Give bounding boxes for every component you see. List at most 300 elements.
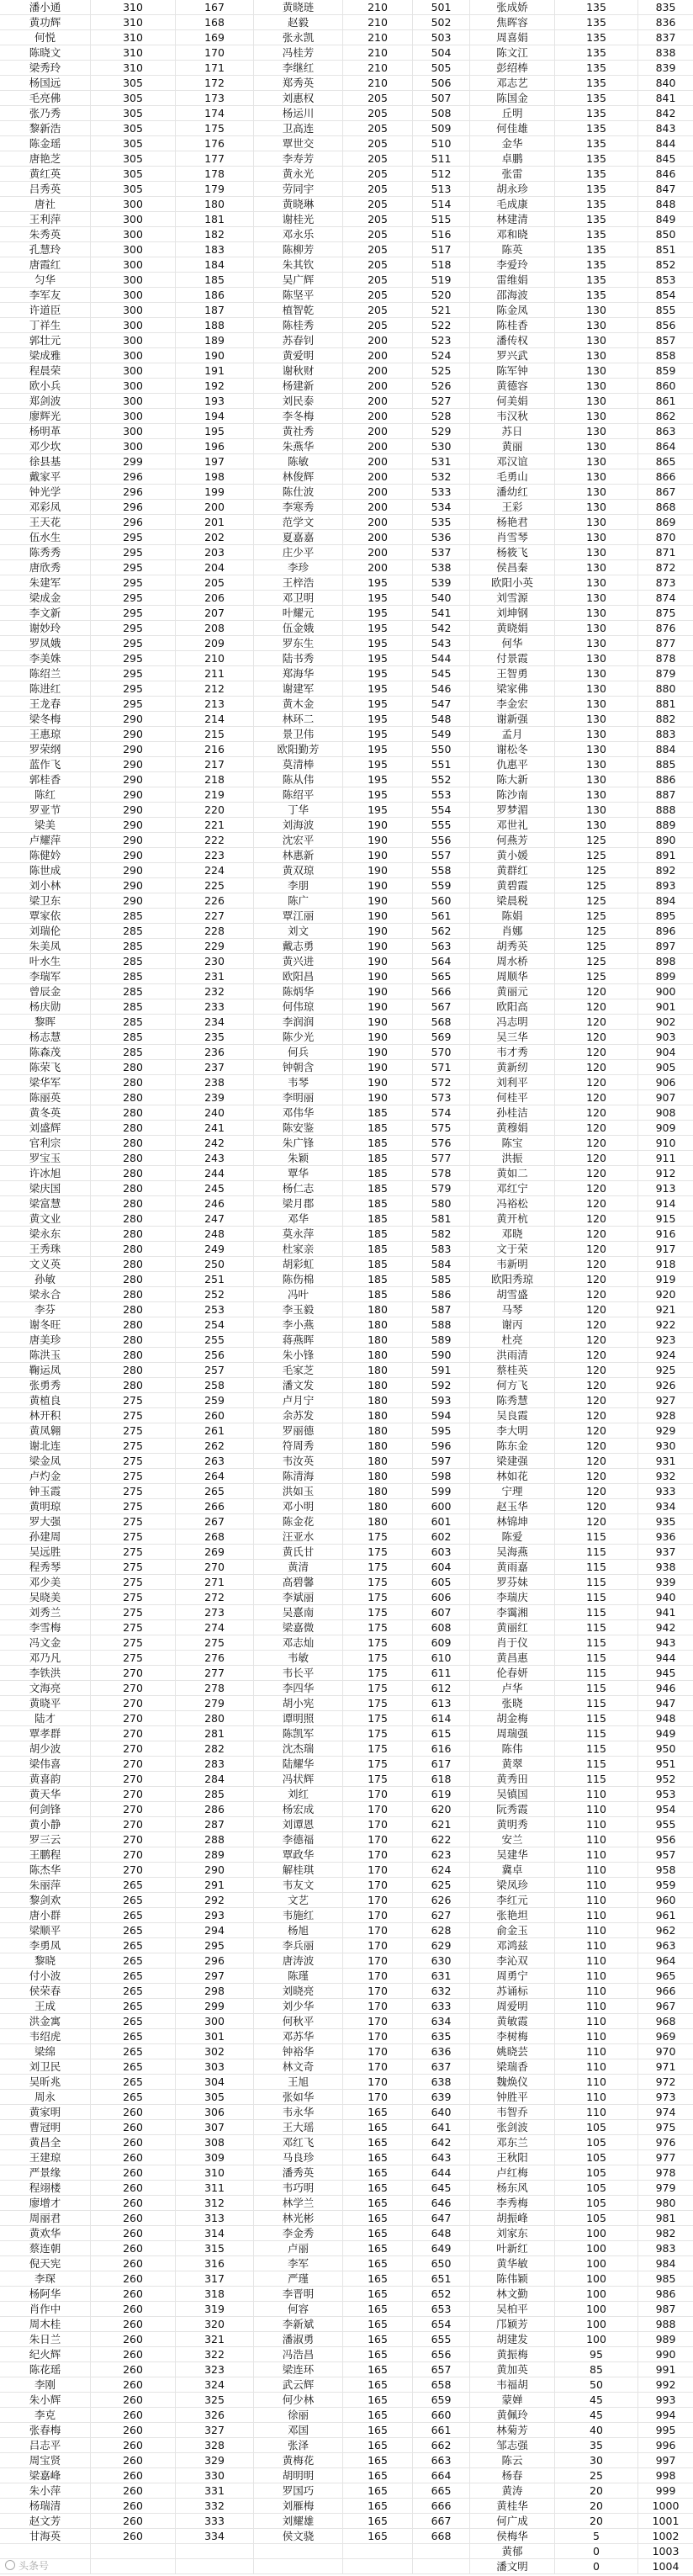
group-2-name-cell: 胡小宪 (254, 1696, 343, 1711)
group-3-name-cell: 邓和晓 (470, 227, 555, 242)
group-2-name-cell: 张永凯 (254, 30, 343, 45)
group-1-name-cell: 吴晓美 (0, 1590, 91, 1605)
group-1-name-cell: 李美姝 (0, 651, 91, 666)
group-3-rank-cell: 909 (638, 1121, 693, 1136)
group-2-rank-cell: 545 (413, 666, 470, 681)
group-1-rank-cell: 278 (176, 1681, 254, 1696)
group-2-score-cell: 200 (343, 348, 413, 363)
group-3-rank-cell: 951 (638, 1757, 693, 1772)
table-row (0, 1333, 693, 1348)
group-2-score-cell: 200 (343, 454, 413, 469)
group-3-score-cell: 110 (555, 2029, 638, 2044)
group-2-rank-cell: 662 (413, 2438, 470, 2453)
group-3-score-cell: 135 (555, 106, 638, 121)
group-1-name-cell: 黄欢华 (0, 2226, 91, 2241)
group-1-name-cell: 林开积 (0, 1408, 91, 1423)
group-3-name-cell: 刘利平 (470, 1075, 555, 1090)
group-2-name-cell: 邓苏华 (254, 2029, 343, 2044)
group-2-name-cell: 黄永光 (254, 167, 343, 182)
table-row (0, 2014, 693, 2029)
group-1-score-cell: 280 (91, 1105, 176, 1121)
group-2-score-cell: 170 (343, 2014, 413, 2029)
group-1-score-cell: 265 (91, 2014, 176, 2029)
group-1-rank-cell: 227 (176, 909, 254, 924)
group-2-name-cell: 李兵丽 (254, 1938, 343, 1953)
group-1-score-cell: 275 (91, 1423, 176, 1439)
group-1-name-cell: 付小波 (0, 1969, 91, 1984)
group-2-name-cell: 邓卫明 (254, 591, 343, 606)
group-3-rank-cell: 870 (638, 530, 693, 545)
group-2-score-cell: 190 (343, 848, 413, 863)
group-2-score-cell: 185 (343, 1166, 413, 1181)
group-3-rank-cell: 844 (638, 136, 693, 151)
group-3-rank-cell: 896 (638, 924, 693, 939)
group-2-rank-cell: 502 (413, 15, 470, 30)
group-2-name-cell: 杜家亲 (254, 1242, 343, 1257)
group-1-name-cell: 刘卫民 (0, 2059, 91, 2075)
group-1-score-cell: 275 (91, 1393, 176, 1408)
group-2-name-cell: 王旭 (254, 2075, 343, 2090)
group-2-name-cell: 景卫伟 (254, 727, 343, 742)
group-1-score-cell: 290 (91, 727, 176, 742)
group-2-rank-cell: 534 (413, 500, 470, 515)
group-1-score-cell: 260 (91, 2165, 176, 2181)
group-1-name-cell: 梁伟喜 (0, 1757, 91, 1772)
group-3-score-cell: 120 (555, 1484, 638, 1499)
group-3-rank-cell: 998 (638, 2468, 693, 2483)
group-1-rank-cell: 224 (176, 863, 254, 878)
group-3-name-cell: 杜亮 (470, 1333, 555, 1348)
group-3-name-cell: 邵海波 (470, 288, 555, 303)
group-2-name-cell: 陈仕波 (254, 485, 343, 500)
group-2-score-cell: 195 (343, 621, 413, 636)
group-1-name-cell: 郭壮元 (0, 333, 91, 348)
group-3-name-cell: 王秋阳 (470, 2150, 555, 2165)
group-1-name-cell: 黎剑欢 (0, 1893, 91, 1908)
group-1-name-cell: 陆才 (0, 1711, 91, 1726)
group-2-score-cell: 165 (343, 2377, 413, 2393)
group-1-score-cell: 260 (91, 2423, 176, 2438)
group-1-score-cell: 260 (91, 2483, 176, 2499)
group-1-name-cell: 蔡连朝 (0, 2241, 91, 2256)
group-3-rank-cell: 956 (638, 1832, 693, 1847)
group-3-name-cell: 罗芬妹 (470, 1575, 555, 1590)
group-2-rank-cell: 611 (413, 1666, 470, 1681)
group-2-rank-cell: 627 (413, 1908, 470, 1923)
group-2-score-cell: 175 (343, 1681, 413, 1696)
table-row (0, 182, 693, 197)
group-2-name-cell: 卢月宁 (254, 1393, 343, 1408)
group-3-rank-cell: 979 (638, 2181, 693, 2196)
group-1-rank-cell: 206 (176, 591, 254, 606)
group-2-rank-cell: 536 (413, 530, 470, 545)
group-2-rank-cell: 543 (413, 636, 470, 651)
group-2-score-cell: 165 (343, 2226, 413, 2241)
table-row (0, 560, 693, 575)
group-2-score-cell: 180 (343, 1363, 413, 1378)
group-2-rank-cell: 518 (413, 257, 470, 273)
table-row (0, 1969, 693, 1984)
group-3-rank-cell: 925 (638, 1363, 693, 1378)
group-3-name-cell: 丘明 (470, 106, 555, 121)
group-1-score-cell: 260 (91, 2317, 176, 2332)
group-2-name-cell: 陈绍平 (254, 787, 343, 803)
group-2-score-cell: 205 (343, 227, 413, 242)
group-2-rank-cell: 625 (413, 1878, 470, 1893)
group-3-score-cell: 130 (555, 545, 638, 560)
group-3-rank-cell: 869 (638, 515, 693, 530)
group-3-name-cell: 罗兴武 (470, 348, 555, 363)
group-1-name-cell: 曾辰金 (0, 984, 91, 999)
group-2-name-cell: 叶耀元 (254, 606, 343, 621)
group-2-rank-cell: 612 (413, 1681, 470, 1696)
group-1-score-cell: 260 (91, 2196, 176, 2211)
group-2-score-cell: 210 (343, 15, 413, 30)
group-1-name-cell: 杨志慧 (0, 1030, 91, 1045)
group-3-score-cell: 125 (555, 939, 638, 954)
group-1-rank-cell: 300 (176, 2014, 254, 2029)
group-1-score-cell: 285 (91, 984, 176, 999)
group-2-score-cell: 190 (343, 893, 413, 909)
group-1-score-cell: 260 (91, 2468, 176, 2483)
group-1-score-cell: 280 (91, 1333, 176, 1348)
group-2-name-cell: 徐丽 (254, 2408, 343, 2423)
group-3-rank-cell: 962 (638, 1923, 693, 1938)
group-3-rank-cell: 893 (638, 878, 693, 893)
group-3-name-cell: 姚晓芸 (470, 2044, 555, 2059)
group-1-name-cell: 朱建军 (0, 575, 91, 591)
group-1-rank-cell: 211 (176, 666, 254, 681)
group-2-name-cell: 张泽 (254, 2438, 343, 2453)
group-3-name-cell: 林文勤 (470, 2287, 555, 2302)
group-1-rank-cell: 297 (176, 1969, 254, 1984)
group-2-score-cell: 205 (343, 182, 413, 197)
group-3-name-cell: 刘坤钢 (470, 606, 555, 621)
group-2-name-cell: 陈安鉴 (254, 1121, 343, 1136)
table-row (0, 212, 693, 227)
group-2-name-cell (254, 2544, 343, 2559)
group-2-score-cell: 195 (343, 651, 413, 666)
group-3-name-cell: 苏日 (470, 424, 555, 439)
group-2-name-cell: 邓志灿 (254, 1635, 343, 1651)
group-1-rank-cell: 268 (176, 1529, 254, 1545)
group-2-rank-cell: 634 (413, 2014, 470, 2029)
group-1-rank-cell: 228 (176, 924, 254, 939)
group-3-name-cell: 王智勇 (470, 666, 555, 681)
group-1-score-cell: 280 (91, 1136, 176, 1151)
group-2-rank-cell: 637 (413, 2059, 470, 2075)
group-1-score-cell: 305 (91, 121, 176, 136)
group-2-rank-cell: 541 (413, 606, 470, 621)
group-2-name-cell: 郑秀英 (254, 76, 343, 91)
group-2-name-cell: 李金秀 (254, 2226, 343, 2241)
group-2-rank-cell: 666 (413, 2499, 470, 2514)
group-1-name-cell: 李铁洪 (0, 1666, 91, 1681)
group-3-rank-cell: 946 (638, 1681, 693, 1696)
group-3-score-cell: 135 (555, 30, 638, 45)
group-3-rank-cell: 877 (638, 636, 693, 651)
group-2-rank-cell: 589 (413, 1333, 470, 1348)
group-2-score-cell: 200 (343, 394, 413, 409)
group-1-score-cell: 280 (91, 1348, 176, 1363)
group-1-name-cell: 何悦 (0, 30, 91, 45)
group-3-name-cell: 刘雪源 (470, 591, 555, 606)
group-1-rank-cell: 172 (176, 76, 254, 91)
table-row (0, 1348, 693, 1363)
group-1-name-cell: 杨国远 (0, 76, 91, 91)
group-3-score-cell: 115 (555, 1666, 638, 1681)
group-3-name-cell: 蒙婵 (470, 2393, 555, 2408)
group-3-rank-cell: 888 (638, 803, 693, 818)
group-1-score-cell: 290 (91, 833, 176, 848)
group-1-rank-cell: 252 (176, 1287, 254, 1302)
group-3-name-cell: 彭绍棒 (470, 61, 555, 76)
group-2-name-cell: 陈桂秀 (254, 318, 343, 333)
group-1-rank-cell: 194 (176, 409, 254, 424)
group-3-name-cell: 吴柏平 (470, 2302, 555, 2317)
group-2-rank-cell: 641 (413, 2120, 470, 2135)
group-3-rank-cell: 981 (638, 2211, 693, 2226)
group-3-rank-cell: 838 (638, 45, 693, 61)
group-3-name-cell: 陈爱 (470, 1529, 555, 1545)
group-3-score-cell: 110 (555, 1878, 638, 1893)
group-2-score-cell: 180 (343, 1454, 413, 1469)
table-row (0, 2211, 693, 2226)
group-1-score-cell (91, 2544, 176, 2559)
group-2-rank-cell: 528 (413, 409, 470, 424)
group-2-name-cell: 黄梅花 (254, 2453, 343, 2468)
group-1-score-cell: 260 (91, 2120, 176, 2135)
group-2-rank-cell: 552 (413, 772, 470, 787)
group-1-score-cell: 296 (91, 469, 176, 485)
group-1-rank-cell: 232 (176, 984, 254, 999)
group-2-name-cell: 黄木金 (254, 697, 343, 712)
group-2-rank-cell: 569 (413, 1030, 470, 1045)
group-1-rank-cell: 323 (176, 2362, 254, 2377)
group-2-rank-cell: 570 (413, 1045, 470, 1060)
group-3-name-cell: 邓晓 (470, 1227, 555, 1242)
group-3-score-cell: 135 (555, 167, 638, 182)
group-3-name-cell: 李大明 (470, 1423, 555, 1439)
group-1-name-cell: 罗凤娥 (0, 636, 91, 651)
group-2-rank-cell: 566 (413, 984, 470, 999)
group-1-score-cell: 310 (91, 45, 176, 61)
group-1-rank-cell: 314 (176, 2226, 254, 2241)
group-1-score-cell: 270 (91, 1832, 176, 1847)
group-3-rank-cell: 949 (638, 1726, 693, 1741)
group-1-name-cell: 卢灼金 (0, 1469, 91, 1484)
group-1-rank-cell: 313 (176, 2211, 254, 2226)
table-row (0, 2044, 693, 2059)
group-2-name-cell: 欧阳勤芳 (254, 742, 343, 757)
group-2-name-cell: 杨宏成 (254, 1802, 343, 1817)
group-3-score-cell: 130 (555, 697, 638, 712)
group-1-rank-cell: 317 (176, 2271, 254, 2287)
group-3-rank-cell: 886 (638, 772, 693, 787)
group-3-rank-cell: 947 (638, 1696, 693, 1711)
group-1-name-cell: 丁祥生 (0, 318, 91, 333)
group-2-rank-cell: 654 (413, 2317, 470, 2332)
group-2-score-cell: 175 (343, 1635, 413, 1651)
group-3-name-cell: 周爱明 (470, 1999, 555, 2014)
group-3-rank-cell: 952 (638, 1772, 693, 1787)
group-2-score-cell: 195 (343, 803, 413, 818)
group-3-score-cell: 120 (555, 1499, 638, 1514)
group-2-score-cell: 185 (343, 1227, 413, 1242)
group-1-name-cell: 孔慧玲 (0, 242, 91, 257)
group-2-name-cell: 黄清 (254, 1560, 343, 1575)
table-row (0, 999, 693, 1015)
group-2-score-cell: 200 (343, 515, 413, 530)
group-2-score-cell: 165 (343, 2317, 413, 2332)
table-row (0, 257, 693, 273)
group-3-name-cell: 李秀梅 (470, 2196, 555, 2211)
group-3-score-cell: 135 (555, 76, 638, 91)
group-3-rank-cell: 850 (638, 227, 693, 242)
group-3-name-cell: 毛勇山 (470, 469, 555, 485)
group-1-name-cell: 黄家明 (0, 2105, 91, 2120)
group-2-name-cell: 张如华 (254, 2090, 343, 2105)
group-1-rank-cell: 247 (176, 1211, 254, 1227)
group-1-score-cell: 300 (91, 394, 176, 409)
group-3-name-cell: 潘文明 (470, 2559, 555, 2574)
group-3-name-cell: 何华 (470, 636, 555, 651)
group-2-name-cell: 黄晓琳 (254, 197, 343, 212)
group-2-rank-cell: 622 (413, 1832, 470, 1847)
group-2-score-cell: 165 (343, 2408, 413, 2423)
group-3-name-cell: 潘传权 (470, 333, 555, 348)
table-row (0, 984, 693, 999)
group-2-score-cell: 210 (343, 45, 413, 61)
group-3-rank-cell: 835 (638, 0, 693, 15)
group-3-rank-cell: 975 (638, 2120, 693, 2135)
group-3-name-cell: 何广成 (470, 2514, 555, 2529)
group-3-name-cell: 何佳雄 (470, 121, 555, 136)
group-2-name-cell: 刘少华 (254, 1999, 343, 2014)
group-1-rank-cell: 213 (176, 697, 254, 712)
group-1-score-cell: 260 (91, 2181, 176, 2196)
group-3-name-cell: 伦春妍 (470, 1666, 555, 1681)
table-row (0, 1317, 693, 1333)
group-2-rank-cell: 613 (413, 1696, 470, 1711)
group-1-score-cell: 290 (91, 772, 176, 787)
group-1-score-cell: 275 (91, 1545, 176, 1560)
group-1-score-cell: 280 (91, 1181, 176, 1196)
group-3-score-cell: 135 (555, 227, 638, 242)
group-3-rank-cell: 874 (638, 591, 693, 606)
group-2-rank-cell: 629 (413, 1938, 470, 1953)
group-3-score-cell: 130 (555, 636, 638, 651)
table-row (0, 2499, 693, 2514)
group-2-name-cell: 高碧馨 (254, 1575, 343, 1590)
table-row (0, 575, 693, 591)
group-1-rank-cell: 328 (176, 2438, 254, 2453)
table-row (0, 106, 693, 121)
group-1-score-cell: 295 (91, 621, 176, 636)
group-2-score-cell: 175 (343, 1741, 413, 1757)
group-3-rank-cell: 935 (638, 1514, 693, 1529)
group-1-score-cell: 265 (91, 2059, 176, 2075)
group-3-score-cell: 130 (555, 651, 638, 666)
table-row (0, 2332, 693, 2347)
group-1-rank-cell: 182 (176, 227, 254, 242)
group-2-name-cell: 解桂琪 (254, 1863, 343, 1878)
group-2-name-cell: 罗丽德 (254, 1423, 343, 1439)
group-2-name-cell: 冯浩昌 (254, 2347, 343, 2362)
table-row (0, 803, 693, 818)
group-3-rank-cell: 968 (638, 2014, 693, 2029)
group-2-score-cell: 200 (343, 545, 413, 560)
group-3-rank-cell: 883 (638, 727, 693, 742)
group-3-score-cell: 20 (555, 2483, 638, 2499)
table-row (0, 2468, 693, 2483)
group-1-rank-cell: 289 (176, 1847, 254, 1863)
group-3-score-cell: 5 (555, 2529, 638, 2544)
group-2-score-cell: 195 (343, 787, 413, 803)
group-1-rank-cell: 197 (176, 454, 254, 469)
group-1-score-cell: 265 (91, 1999, 176, 2014)
group-2-score-cell: 210 (343, 61, 413, 76)
group-2-rank-cell: 501 (413, 0, 470, 15)
group-3-name-cell: 吴海燕 (470, 1545, 555, 1560)
group-1-name-cell: 伍水生 (0, 530, 91, 545)
group-2-name-cell: 吴广辉 (254, 273, 343, 288)
group-1-name-cell: 刘小林 (0, 878, 91, 893)
group-2-score-cell: 165 (343, 2362, 413, 2377)
group-3-name-cell: 黄佩玲 (470, 2408, 555, 2423)
group-3-rank-cell: 977 (638, 2150, 693, 2165)
table-row (0, 409, 693, 424)
group-2-score-cell: 175 (343, 1696, 413, 1711)
group-3-score-cell: 120 (555, 1105, 638, 1121)
group-1-name-cell: 毛亮佛 (0, 91, 91, 106)
group-1-rank-cell: 248 (176, 1227, 254, 1242)
group-2-score-cell: 165 (343, 2271, 413, 2287)
group-3-name-cell: 黄群红 (470, 863, 555, 878)
group-1-rank-cell: 186 (176, 288, 254, 303)
table-row (0, 666, 693, 681)
group-2-name-cell: 苏春钊 (254, 333, 343, 348)
group-1-score-cell: 296 (91, 485, 176, 500)
group-3-name-cell: 邓东兰 (470, 2135, 555, 2150)
group-2-name-cell: 刘晓亮 (254, 1984, 343, 1999)
group-1-rank-cell: 181 (176, 212, 254, 227)
group-3-score-cell: 135 (555, 15, 638, 30)
group-1-name-cell: 梁秀玲 (0, 61, 91, 76)
group-2-rank-cell: 573 (413, 1090, 470, 1105)
table-row (0, 1211, 693, 1227)
group-3-name-cell: 黄丽元 (470, 984, 555, 999)
group-3-score-cell: 25 (555, 2468, 638, 2483)
group-2-name-cell: 李晋明 (254, 2287, 343, 2302)
group-2-name-cell: 植智乾 (254, 303, 343, 318)
group-3-rank-cell: 990 (638, 2347, 693, 2362)
group-2-rank-cell: 514 (413, 197, 470, 212)
group-1-rank-cell: 187 (176, 303, 254, 318)
group-3-name-cell: 黄秀田 (470, 1772, 555, 1787)
group-2-name-cell: 陈凯军 (254, 1726, 343, 1741)
table-row (0, 1787, 693, 1802)
group-2-rank-cell: 587 (413, 1302, 470, 1317)
group-3-name-cell: 邹志强 (470, 2438, 555, 2453)
group-1-rank-cell: 298 (176, 1984, 254, 1999)
group-1-score-cell: 290 (91, 863, 176, 878)
group-3-name-cell: 邓世礼 (470, 818, 555, 833)
group-2-rank-cell: 506 (413, 76, 470, 91)
group-3-score-cell: 45 (555, 2408, 638, 2423)
group-3-name-cell: 何方飞 (470, 1378, 555, 1393)
table-row (0, 1181, 693, 1196)
